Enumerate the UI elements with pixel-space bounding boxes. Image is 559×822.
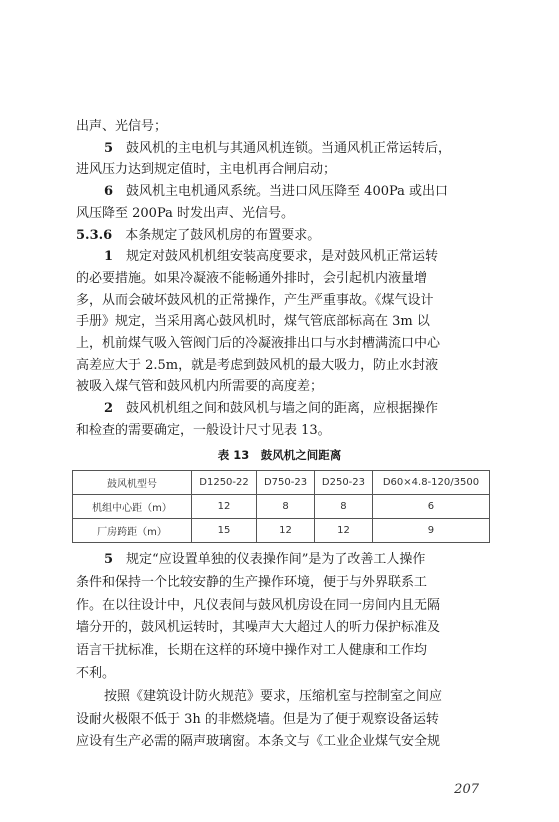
table-cell: 6 [372,495,489,519]
item-number: 6 [104,184,114,200]
page-number: 207 [454,782,479,797]
table-header-cell: D750-23 [257,471,315,495]
text-line: 2 鼓风机机组之间和鼓风机与墙之间的距离，应根据操作 [104,401,439,417]
blower-distance-table [72,470,490,543]
item-number: 1 [104,249,114,265]
table-cell: 8 [314,495,372,519]
item-number: 2 [104,401,114,417]
table-header-cell: D250-23 [314,471,372,495]
text-line: 语言干扰标准，长期在这样的环境中操作对工人健康和工作均 [76,643,428,659]
text-line: 进风压力达到规定值时，主电机再合闸启动； [76,162,337,178]
table-header-row [73,471,490,495]
table-header-cell: D60×4.8-120/3500 [372,471,489,495]
text-line: 不利。 [76,666,116,681]
text-line: 手册》规定，当采用离心鼓风机时，煤气管底部标高在 3m 以 [76,314,430,330]
text-line: 1 规定对鼓风机机组安装高度要求，是对鼓风机正常运转 [104,249,439,265]
text-line: 应设有生产必需的隔声玻璃窗。本条文与《工业企业煤气安全规 [76,734,441,750]
text-line: 5 规定“应设置单独的仪表操作间”是为了改善工人操作 [104,552,426,567]
text-line: 条件和保持一个比较安静的生产操作环境，便于与外界联系工 [76,574,428,590]
text-line: 出声、光信号； [76,119,168,134]
table-row [73,495,490,519]
table-caption: 表 13 鼓风机之间距离 [217,448,342,462]
table-cell: 8 [257,495,315,519]
table-cell: 12 [257,519,315,543]
text-line: 多，从而会破坏鼓风机的正常操作，产生严重事故。《煤气设计 [76,292,434,308]
item-number: 5 [104,140,114,156]
text-line: 设耐火极限不低于 3h 的非燃烧墙。但是为了便于观察设备运转 [76,711,439,727]
text-line: 6 鼓风机主电机通风系统。当进口风压降至 400Pa 或出口 [104,184,449,200]
table-cell: 厂房跨距（m） [73,519,192,543]
text-line: 作。在以往设计中，凡仪表间与鼓风机房设在同一房间内且无隔 [76,597,441,613]
text-line: 高差应大于 2.5m，就是考虑到鼓风机的最大吸力，防止水封液 [76,357,439,373]
table-header-cell: 鼓风机型号 [73,471,192,495]
text-line: 墙分开的，鼓风机运转时，其噪声大大超过人的听力保护标准及 [76,620,441,636]
text-line: 的必要措施。如果冷凝液不能畅通外排时，会引起机内液量增 [76,270,428,286]
item-number: 5.3.6 [76,227,113,243]
text-line: 5.3.6 本条规定了鼓风机房的布置要求。 [76,227,321,243]
table-cell: 9 [372,519,489,543]
table-cell: 15 [192,519,257,543]
table-cell: 机组中心距（m） [73,495,192,519]
item-number: 5 [104,552,114,567]
table-cell: 12 [314,519,372,543]
table-row [73,519,490,543]
text-line: 和检查的需要确定，一般设计尺寸见表 13。 [76,422,331,438]
text-line: 5 鼓风机的主电机与其通风机连锁。当通风机正常运转后， [104,140,452,156]
text-line: 被吸入煤气管和鼓风机内所需要的高度差； [76,379,324,395]
text-line: 按照《建筑设计防火规范》要求，压缩机室与控制室之间应 [104,688,443,704]
table-cell: 12 [192,495,257,519]
text-line: 风压降至 200Pa 时发出声、光信号。 [76,205,294,221]
text-line: 上，机前煤气吸入管阀门后的冷凝液排出口与水封槽满流口中心 [76,336,441,351]
table-header-cell: D1250-22 [192,471,257,495]
